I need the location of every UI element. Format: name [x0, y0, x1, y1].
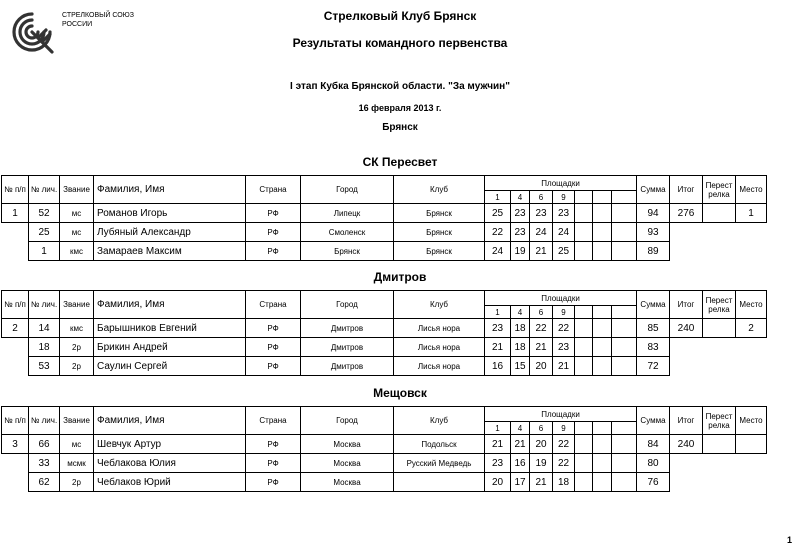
platform-header: 4 [511, 191, 530, 204]
cell-score: 24 [485, 242, 511, 261]
col-header-place: Место [736, 291, 767, 319]
col-header-name: Фамилия, Имя [94, 407, 246, 435]
cell-blank [703, 357, 736, 376]
col-header-club: Клуб [394, 176, 485, 204]
cell-total: 276 [670, 204, 703, 223]
event-city: Брянск [382, 122, 418, 133]
cell-sum: 93 [637, 223, 670, 242]
cell-score: 21 [553, 357, 575, 376]
cell-score-empty [575, 454, 593, 473]
team-results-table [1, 406, 767, 492]
header-row [2, 176, 767, 191]
col-header-name: Фамилия, Имя [94, 176, 246, 204]
cell-score: 23 [530, 204, 553, 223]
cell-score: 22 [553, 319, 575, 338]
cell-blank [736, 357, 767, 376]
cell-lic: 33 [29, 454, 60, 473]
col-header-total: Итог [670, 291, 703, 319]
cell-score: 16 [511, 454, 530, 473]
cell-rank: мс [60, 223, 94, 242]
page-number: 1 [786, 535, 792, 545]
cell-score-empty [593, 319, 612, 338]
col-header-total: Итог [670, 407, 703, 435]
col-header-city: Город [301, 291, 394, 319]
platform-header: 9 [553, 422, 575, 435]
cell-num [2, 357, 29, 376]
cell-country: РФ [246, 473, 301, 492]
col-header-name: Фамилия, Имя [94, 291, 246, 319]
cell-country: РФ [246, 454, 301, 473]
cell-sum: 89 [637, 242, 670, 261]
col-header-sum: Сумма [637, 407, 670, 435]
cell-name: Чеблакова Юлия [94, 454, 246, 473]
platform-header-empty [593, 422, 612, 435]
col-header-rank: Звание [60, 291, 94, 319]
team-title: Дмитров [373, 270, 427, 284]
cell-city: Москва [301, 454, 394, 473]
cell-score: 18 [511, 319, 530, 338]
cell-blank [703, 473, 736, 492]
col-header-place: Место [736, 176, 767, 204]
platform-header: 6 [530, 422, 553, 435]
cell-name: Замараев Максим [94, 242, 246, 261]
cell-num [2, 338, 29, 357]
col-header-place: Место [736, 407, 767, 435]
cell-score-empty [612, 223, 637, 242]
col-header-rank: Звание [60, 176, 94, 204]
platform-header-empty [575, 306, 593, 319]
cell-lic: 62 [29, 473, 60, 492]
cell-lic: 14 [29, 319, 60, 338]
cell-score: 22 [485, 223, 511, 242]
cell-blank [703, 338, 736, 357]
cell-num [2, 473, 29, 492]
cell-score: 23 [553, 338, 575, 357]
cell-club: Подольск [394, 435, 485, 454]
cell-blank [703, 454, 736, 473]
cell-score: 21 [511, 435, 530, 454]
cell-blank [736, 242, 767, 261]
col-header-city: Город [301, 176, 394, 204]
cell-lic: 52 [29, 204, 60, 223]
cell-city: Липецк [301, 204, 394, 223]
cell-club: Лисья нора [394, 338, 485, 357]
event-title: I этап Кубка Брянской области. "За мужчин" [290, 81, 510, 92]
platform-header: 4 [511, 306, 530, 319]
cell-score-empty [575, 338, 593, 357]
platform-header: 9 [553, 306, 575, 319]
cell-rank: кмс [60, 242, 94, 261]
cell-score: 21 [485, 338, 511, 357]
cell-blank [670, 223, 703, 242]
cell-blank [670, 357, 703, 376]
cell-blank [736, 454, 767, 473]
cell-shootoff [703, 204, 736, 223]
platform-header: 6 [530, 306, 553, 319]
cell-rank: мс [60, 204, 94, 223]
cell-blank [670, 242, 703, 261]
cell-score-empty [612, 242, 637, 261]
cell-place: 1 [736, 204, 767, 223]
cell-city: Дмитров [301, 319, 394, 338]
cell-sum: 85 [637, 319, 670, 338]
cell-name: Шевчук Артур [94, 435, 246, 454]
cell-score-empty [575, 435, 593, 454]
cell-score: 16 [485, 357, 511, 376]
cell-score-empty [575, 223, 593, 242]
cell-score: 19 [530, 454, 553, 473]
cell-blank [736, 338, 767, 357]
cell-score-empty [593, 473, 612, 492]
col-header-num: № п/п [2, 407, 29, 435]
org-line-2: РОССИИ [62, 21, 93, 28]
org-line-1: СТРЕЛКОВЫЙ СОЮЗ [62, 12, 134, 19]
cell-lic: 66 [29, 435, 60, 454]
platform-header-empty [612, 306, 637, 319]
platform-header: 1 [485, 422, 511, 435]
club-title: Стрелковый Клуб Брянск [323, 9, 477, 23]
cell-lic: 1 [29, 242, 60, 261]
cell-score-empty [575, 357, 593, 376]
col-header-sum: Сумма [637, 176, 670, 204]
cell-name: Брикин Андрей [94, 338, 246, 357]
cell-blank [703, 223, 736, 242]
cell-country: РФ [246, 357, 301, 376]
cell-score: 15 [511, 357, 530, 376]
cell-score-empty [593, 357, 612, 376]
cell-country: РФ [246, 338, 301, 357]
cell-country: РФ [246, 223, 301, 242]
event-date: 16 февраля 2013 г. [358, 103, 442, 113]
cell-sum: 72 [637, 357, 670, 376]
cell-num [2, 454, 29, 473]
platform-header-empty [593, 306, 612, 319]
cell-num: 2 [2, 319, 29, 338]
cell-score-empty [612, 204, 637, 223]
cell-score: 22 [530, 319, 553, 338]
table-row [2, 242, 767, 261]
cell-num: 3 [2, 435, 29, 454]
platform-header-empty [575, 422, 593, 435]
cell-blank [736, 473, 767, 492]
col-header-num: № п/п [2, 291, 29, 319]
cell-sum: 83 [637, 338, 670, 357]
cell-sum: 76 [637, 473, 670, 492]
col-header-rank: Звание [60, 407, 94, 435]
header-row [2, 291, 767, 306]
cell-club: Брянск [394, 242, 485, 261]
cell-rank: мс [60, 435, 94, 454]
cell-score-empty [593, 454, 612, 473]
cell-score: 23 [511, 204, 530, 223]
platform-header: 6 [530, 191, 553, 204]
col-header-sum: Сумма [637, 291, 670, 319]
cell-blank [670, 454, 703, 473]
col-header-shootoff: Перест релка [703, 407, 736, 435]
table-row [2, 473, 767, 492]
team-title: СК Пересвет [362, 155, 438, 169]
table-row [2, 435, 767, 454]
cell-score-empty [593, 338, 612, 357]
cell-score: 23 [553, 204, 575, 223]
cell-city: Смоленск [301, 223, 394, 242]
cell-rank: 2р [60, 338, 94, 357]
cell-score: 20 [530, 435, 553, 454]
cell-score-empty [575, 319, 593, 338]
cell-score-empty [593, 435, 612, 454]
cell-score: 17 [511, 473, 530, 492]
cell-score-empty [593, 223, 612, 242]
cell-score-empty [593, 204, 612, 223]
table-row [2, 204, 767, 223]
cell-sum: 80 [637, 454, 670, 473]
cell-city: Брянск [301, 242, 394, 261]
table-row [2, 338, 767, 357]
team-title: Мещовск [373, 386, 427, 400]
cell-score: 18 [553, 473, 575, 492]
cell-score-empty [612, 454, 637, 473]
cell-blank [703, 242, 736, 261]
cell-score: 23 [511, 223, 530, 242]
cell-score: 19 [511, 242, 530, 261]
cell-name: Романов Игорь [94, 204, 246, 223]
cell-total: 240 [670, 435, 703, 454]
cell-country: РФ [246, 435, 301, 454]
table-row [2, 319, 767, 338]
cell-score: 20 [530, 357, 553, 376]
col-header-platforms: Площадки [485, 291, 637, 306]
col-header-platforms: Площадки [485, 176, 637, 191]
cell-blank [670, 338, 703, 357]
cell-score-empty [612, 473, 637, 492]
cell-sum: 94 [637, 204, 670, 223]
cell-total: 240 [670, 319, 703, 338]
cell-lic: 25 [29, 223, 60, 242]
cell-club: Брянск [394, 223, 485, 242]
cell-num [2, 242, 29, 261]
cell-shootoff [703, 319, 736, 338]
col-header-lic: № лич. [29, 291, 60, 319]
col-header-club: Клуб [394, 407, 485, 435]
col-header-shootoff: Перест релка [703, 291, 736, 319]
platform-header: 1 [485, 191, 511, 204]
col-header-country: Страна [246, 291, 301, 319]
cell-score: 21 [530, 242, 553, 261]
cell-rank: 2р [60, 357, 94, 376]
cell-score: 25 [553, 242, 575, 261]
header-row [2, 407, 767, 422]
col-header-shootoff: Перест релка [703, 176, 736, 204]
cell-score: 21 [530, 338, 553, 357]
platform-header: 9 [553, 191, 575, 204]
cell-score: 24 [553, 223, 575, 242]
cell-score: 21 [485, 435, 511, 454]
cell-city: Дмитров [301, 338, 394, 357]
cell-rank: 2р [60, 473, 94, 492]
cell-city: Москва [301, 435, 394, 454]
cell-name: Чеблаков Юрий [94, 473, 246, 492]
cell-score-empty [612, 338, 637, 357]
col-header-country: Страна [246, 407, 301, 435]
platform-header-empty [575, 191, 593, 204]
platform-header-empty [593, 191, 612, 204]
cell-club: Лисья нора [394, 319, 485, 338]
cell-club: Брянск [394, 204, 485, 223]
cell-rank: мсмк [60, 454, 94, 473]
cell-blank [736, 223, 767, 242]
cell-place [736, 435, 767, 454]
cell-club [394, 473, 485, 492]
col-header-lic: № лич. [29, 407, 60, 435]
table-row [2, 357, 767, 376]
platform-header-empty [612, 191, 637, 204]
cell-score-empty [575, 242, 593, 261]
platform-header-empty [612, 422, 637, 435]
table-row [2, 454, 767, 473]
cell-score-empty [575, 473, 593, 492]
col-header-country: Страна [246, 176, 301, 204]
results-title: Результаты командного первенства [292, 36, 508, 50]
cell-score: 18 [511, 338, 530, 357]
cell-blank [670, 473, 703, 492]
col-header-city: Город [301, 407, 394, 435]
cell-score: 21 [530, 473, 553, 492]
cell-score-empty [612, 319, 637, 338]
cell-score-empty [593, 242, 612, 261]
cell-score-empty [612, 435, 637, 454]
col-header-platforms: Площадки [485, 407, 637, 422]
cell-place: 2 [736, 319, 767, 338]
team-results-table [1, 290, 767, 376]
team-results-table [1, 175, 767, 261]
cell-name: Лубяный Александр [94, 223, 246, 242]
cell-country: РФ [246, 319, 301, 338]
cell-score: 22 [553, 435, 575, 454]
cell-shootoff [703, 435, 736, 454]
cell-country: РФ [246, 204, 301, 223]
cell-score: 23 [485, 319, 511, 338]
cell-num [2, 223, 29, 242]
cell-lic: 18 [29, 338, 60, 357]
platform-header: 1 [485, 306, 511, 319]
cell-name: Барышников Евгений [94, 319, 246, 338]
cell-num: 1 [2, 204, 29, 223]
cell-city: Москва [301, 473, 394, 492]
cell-score: 23 [485, 454, 511, 473]
cell-score-empty [575, 204, 593, 223]
cell-score: 25 [485, 204, 511, 223]
cell-score-empty [612, 357, 637, 376]
col-header-lic: № лич. [29, 176, 60, 204]
cell-score: 22 [553, 454, 575, 473]
col-header-total: Итог [670, 176, 703, 204]
cell-score: 24 [530, 223, 553, 242]
cell-city: Дмитров [301, 357, 394, 376]
cell-score: 20 [485, 473, 511, 492]
cell-rank: кмс [60, 319, 94, 338]
cell-name: Саулин Сергей [94, 357, 246, 376]
cell-club: Русский Медведь [394, 454, 485, 473]
col-header-num: № п/п [2, 176, 29, 204]
col-header-club: Клуб [394, 291, 485, 319]
platform-header: 4 [511, 422, 530, 435]
table-row [2, 223, 767, 242]
cell-sum: 84 [637, 435, 670, 454]
cell-club: Лисья нора [394, 357, 485, 376]
cell-country: РФ [246, 242, 301, 261]
cell-lic: 53 [29, 357, 60, 376]
